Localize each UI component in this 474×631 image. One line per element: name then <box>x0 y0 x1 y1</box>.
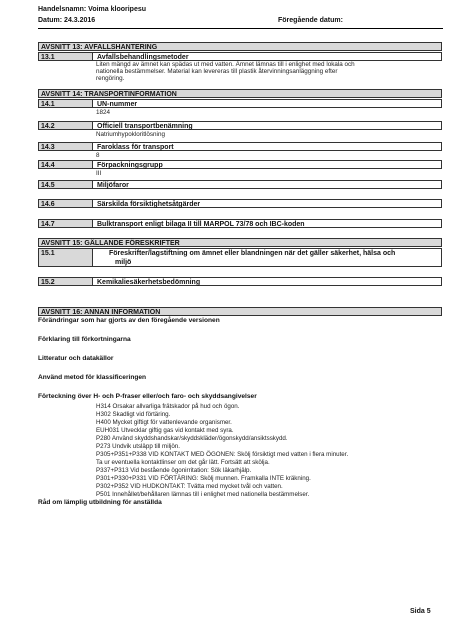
row-number: 15.1 <box>39 249 93 266</box>
phrase-line: H400 Mycket giftigt för vattenlevande organismer. <box>96 419 232 426</box>
section-13-heading: AVSNITT 13: AVFALLSHANTERING <box>38 42 442 51</box>
row-15-2 <box>38 277 442 286</box>
phrase-line: P302+P352 VID HUDKONTAKT: Tvätta med mycket tvål och vatten. <box>96 483 283 490</box>
packing-group-value: III <box>96 170 102 177</box>
phrases-heading: Förteckning över H- och P-fraser eller/och faro- och skyddsangivelser <box>38 393 257 400</box>
row-title-line-2: miljö <box>115 259 132 266</box>
literature-heading: Litteratur och datakällor <box>38 355 114 362</box>
row-number: 14.4 <box>39 161 93 168</box>
un-number-value: 1824 <box>96 109 111 116</box>
row-title: Officiell transportbenämning <box>97 123 193 130</box>
row-title: Förpackningsgrupp <box>97 162 163 169</box>
row-title: Faroklass för transport <box>97 144 174 151</box>
page-number: Sida 5 <box>410 608 431 615</box>
row-number: 13.1 <box>39 53 93 60</box>
phrase-line: P305+P351+P338 VID KONTAKT MED ÖGONEN: Skölj försiktigt med vatten i flera minuter. <box>96 451 349 458</box>
row-13-1 <box>38 52 442 61</box>
row-14-7 <box>38 219 442 228</box>
section-16-heading: AVSNITT 16: ANNAN INFORMATION <box>38 307 442 316</box>
waste-text-2: nationella bestämmelser. Material kan levereras till plastik återvinningsanläggning efter <box>96 68 338 75</box>
row-14-6 <box>38 199 442 208</box>
phrase-line: P501 Innehållet/behållaren lämnas till i enlighet med nationella bestämmelser. <box>96 491 310 498</box>
row-title: Kemikaliesäkerhetsbedömning <box>97 279 201 286</box>
abbreviations-heading: Förklaring till förkortningarna <box>38 336 131 343</box>
document-date: Datum: 24.3.2016 <box>38 17 96 24</box>
row-14-2 <box>38 121 442 130</box>
phrase-line: P280 Använd skyddshandskar/skyddskläder/ögonskydd/ansiktsskydd. <box>96 435 288 442</box>
section-15-heading: AVSNITT 15: GÄLLANDE FÖRESKRIFTER <box>38 238 442 247</box>
row-15-1 <box>38 248 442 267</box>
phrase-line: P301+P330+P331 VID FÖRTÄRING: Skölj munnen. Framkalla INTE kräkning. <box>96 475 311 482</box>
header-divider <box>38 28 443 29</box>
phrase-line: H314 Orsakar allvarliga frätskador på hud och ögon. <box>96 403 240 410</box>
row-title: Särskilda försiktighetsåtgärder <box>97 201 201 208</box>
row-number: 14.1 <box>39 100 93 107</box>
row-title: Bulktransport enligt bilaga II till MARPOL 73/78 och IBC-koden <box>97 221 305 228</box>
row-14-4 <box>38 160 442 169</box>
row-number: 14.2 <box>39 122 93 129</box>
phrase-line: Ta ur eventuella kontaktlinser om det går lätt. Fortsätt att skölja. <box>96 459 270 466</box>
changes-heading: Förändringar som har gjorts av den föregående versionen <box>38 317 220 324</box>
row-title: Miljöfaror <box>97 182 129 189</box>
section-14-heading: AVSNITT 14: TRANSPORTINFORMATION <box>38 89 442 98</box>
row-14-1 <box>38 99 442 108</box>
phrase-line: EUH031 Utvecklar giftig gas vid kontakt med syra. <box>96 427 234 434</box>
row-number: 14.3 <box>39 143 93 150</box>
trade-name: Handelsnamn: Voima klooripesu <box>38 6 147 13</box>
row-number: 14.7 <box>39 220 93 227</box>
row-14-5 <box>38 180 442 189</box>
phrase-line: P337+P313 Vid bestående ögonirritation: Sök läkarhjälp. <box>96 467 252 474</box>
previous-date: Föregående datum: <box>278 17 343 24</box>
row-title: Avfallsbehandlingsmetoder <box>97 54 189 61</box>
phrase-line: P273 Undvik utsläpp till miljön. <box>96 443 180 450</box>
shipping-name-value: Natriumhypokloritlösning <box>96 131 165 138</box>
row-14-3 <box>38 142 442 151</box>
row-title: UN-nummer <box>97 101 138 108</box>
phrase-line: H302 Skadligt vid förtäring. <box>96 411 171 418</box>
method-heading: Använd metod för klassificeringen <box>38 374 147 381</box>
row-title-line-1: Föreskrifter/lagstiftning om ämnet eller blandningen när det gäller säkerhet, hälsa och <box>109 250 396 257</box>
training-heading: Råd om lämplig utbildning för anställda <box>38 499 162 506</box>
row-number: 14.6 <box>39 200 93 207</box>
waste-text-1: Liten mängd av ämnet kan spädas ut med vatten. Ämnet lämnas till i enlighet med lokala och <box>96 61 355 68</box>
row-number: 15.2 <box>39 278 93 285</box>
row-number: 14.5 <box>39 181 93 188</box>
waste-text-3: rengöring. <box>96 75 125 82</box>
hazard-class-value: 8 <box>96 152 100 159</box>
